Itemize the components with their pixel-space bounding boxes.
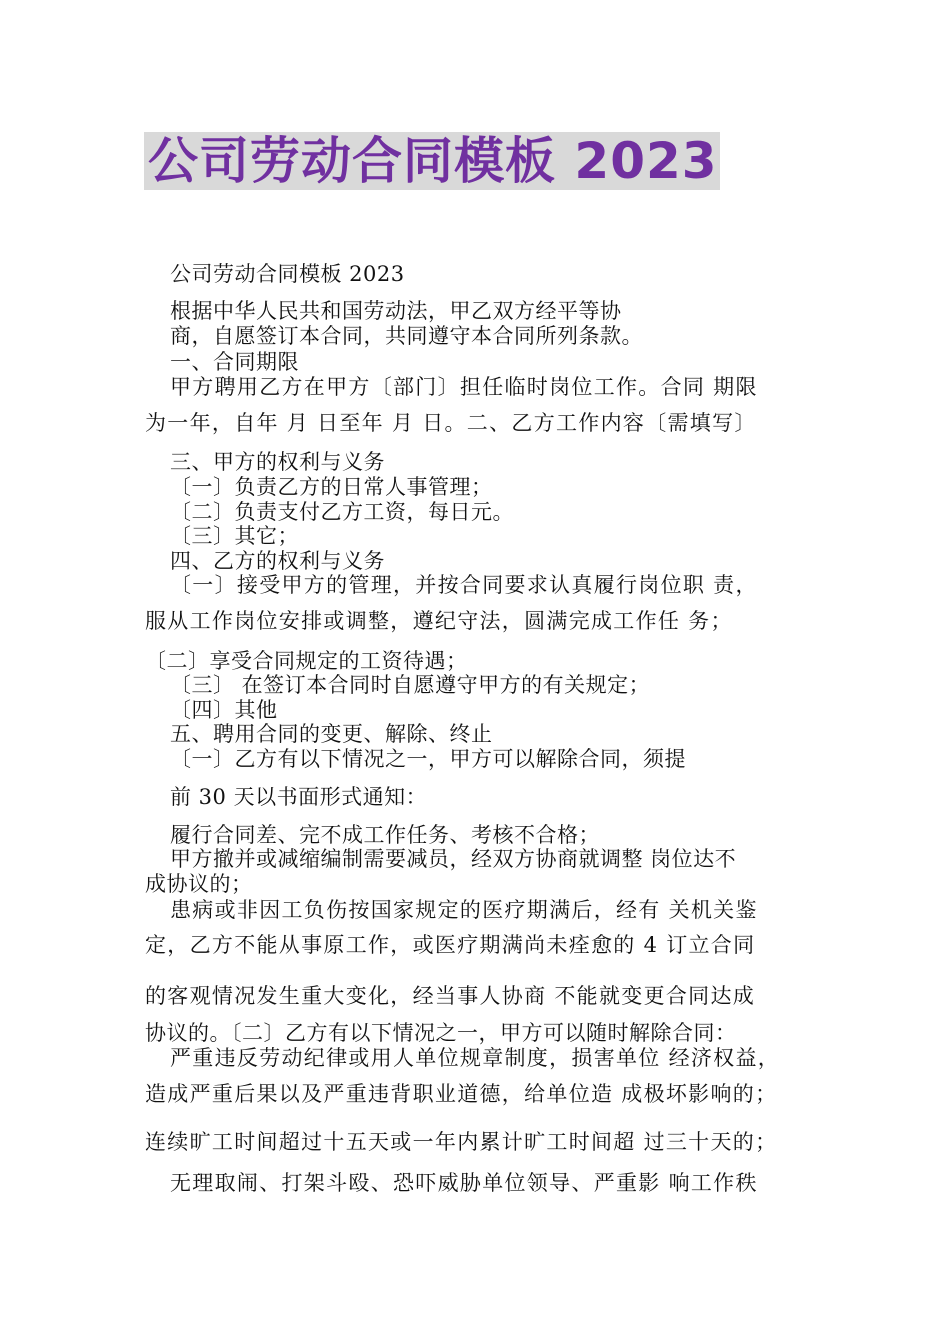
document-title: 公司劳动合同模板 2023	[144, 132, 720, 190]
body-line: 无理取闹、打架斗殴、恐吓威胁单位领导、严重影 响工作秩	[170, 1171, 758, 1195]
body-line: 协议的。〔二〕乙方有以下情况之一，甲方可以随时解除合同：	[145, 1021, 737, 1045]
body-line: 根据中华人民共和国劳动法，甲乙双方经平等协	[170, 299, 622, 323]
body-line: 甲方聘用乙方在甲方〔部门〕担任临时岗位工作。合同 期限	[170, 375, 758, 399]
body-line: 造成严重后果以及严重违背职业道德，给单位造 成极坏影响的；	[145, 1082, 778, 1106]
body-line: 患病或非因工负伤按国家规定的医疗期满后，经有 关机关鉴	[170, 898, 758, 922]
body-line: 服从工作岗位安排或调整，遵纪守法，圆满完成工作任 务；	[145, 609, 733, 633]
body-line: 连续旷工时间超过十五天或一年内累计旷工时间超 过三十天的；	[145, 1130, 778, 1154]
body-line: 五、聘用合同的变更、解除、终止	[170, 722, 493, 746]
body-line: 三、甲方的权利与义务	[170, 450, 385, 474]
body-line: 〔二〕负责支付乙方工资，每日元。	[170, 500, 514, 524]
body-line: 〔一〕接受甲方的管理，并按合同要求认真履行岗位职 责，	[170, 573, 758, 597]
body-line: 〔四〕其他	[170, 698, 278, 722]
body-line: 的客观情况发生重大变化，经当事人协商 不能就变更合同达成	[145, 984, 756, 1008]
body-line: 履行合同差、完不成工作任务、考核不合格；	[170, 823, 600, 847]
body-line: 〔三〕其它；	[170, 524, 299, 548]
body-line: 一、合同期限	[170, 350, 299, 374]
body-line: 〔一〕负责乙方的日常人事管理；	[170, 475, 493, 499]
body-line: 为一年，自年 月 日至年 月 日。二、乙方工作内容〔需填写〕	[145, 411, 757, 435]
body-line: 定，乙方不能从事原工作，或医疗期满尚未痊愈的 4 订立合同	[145, 933, 756, 957]
body-line: 〔一〕乙方有以下情况之一，甲方可以解除合同，须提	[170, 747, 686, 771]
body-line: 甲方撤并或减缩编制需要减员，经双方协商就调整 岗位达不	[170, 847, 737, 871]
body-line: 〔三〕 在签订本合同时自愿遵守甲方的有关规定；	[170, 673, 651, 697]
body-line: 四、乙方的权利与义务	[170, 549, 385, 573]
body-line: 公司劳动合同模板 2023	[170, 262, 405, 286]
body-line: 前 30 天以书面形式通知：	[170, 785, 428, 809]
body-line: 严重违反劳动纪律或用人单位规章制度，损害单位 经济权益，	[170, 1046, 781, 1070]
body-line: 商，自愿签订本合同，共同遵守本合同所列条款。	[170, 324, 643, 348]
body-line: 〔二〕享受合同规定的工资待遇；	[145, 649, 468, 673]
body-line: 成协议的；	[145, 872, 253, 896]
